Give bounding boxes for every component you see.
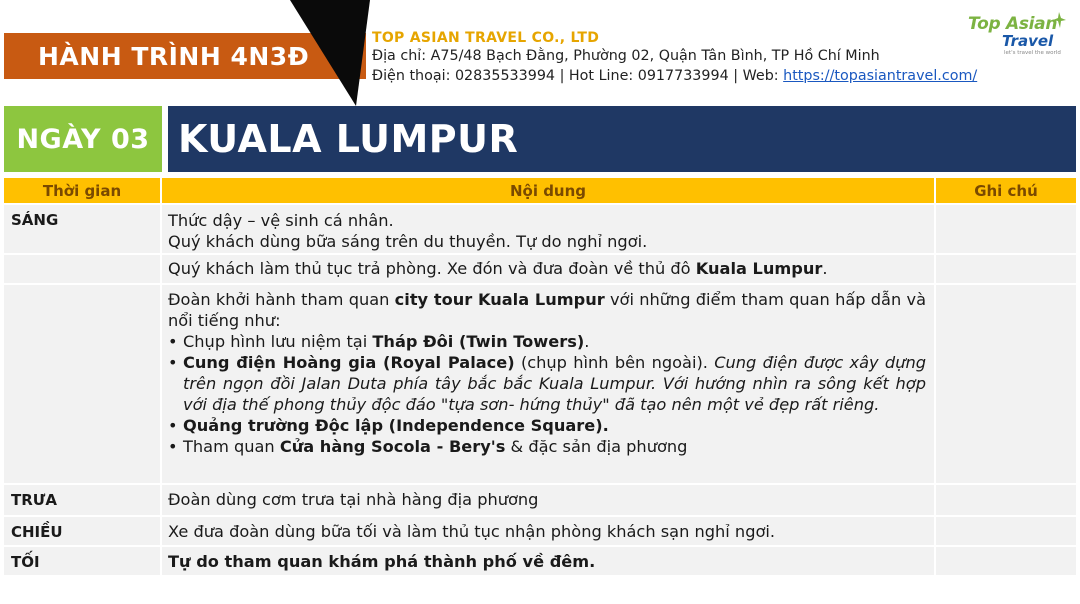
list-item xyxy=(168,352,926,415)
content-cell xyxy=(162,205,936,253)
content-cell: Đoàn dùng cơm trưa tại nhà hàng địa phương xyxy=(162,485,936,515)
list-item xyxy=(168,415,926,436)
contact-text: Điện thoại: 02835533994 | Hot Line: 0917733994 | Web: xyxy=(372,68,784,84)
content-bold-text: Quảng trường Độc lập (Independence Square). xyxy=(183,416,609,435)
table-row xyxy=(4,545,1076,575)
table-row xyxy=(4,203,1076,253)
content-text: Tham quan xyxy=(183,437,280,456)
note-cell xyxy=(936,285,1076,483)
content-line: Thức dậy – vệ sinh cá nhân. xyxy=(168,211,394,230)
header-wedge-decoration xyxy=(290,0,370,106)
content-text: . xyxy=(584,332,590,351)
content-bold-text: Kuala Lumpur xyxy=(695,259,823,278)
header-content: Nội dung xyxy=(162,178,936,203)
content-bold-text: Tháp Đôi (Twin Towers) xyxy=(372,332,585,351)
content-line: Quý khách dùng bữa sáng trên du thuyền. Tự do nghỉ ngơi. xyxy=(168,232,648,251)
time-cell: SÁNG xyxy=(4,205,162,253)
note-cell xyxy=(936,485,1076,515)
day-title: KUALA LUMPUR xyxy=(168,106,1076,172)
logo-text-top: Top Asian xyxy=(968,14,1058,34)
content-cell xyxy=(162,255,936,283)
note-cell xyxy=(936,255,1076,283)
content-cell xyxy=(162,285,936,483)
header xyxy=(0,0,1080,106)
day-badge: NGÀY 03 xyxy=(4,106,162,172)
content-text: . xyxy=(822,259,828,278)
content-cell: Xe đưa đoàn dùng bữa tối và làm thủ tục nhận phòng khách sạn nghỉ ngơi. xyxy=(162,517,936,545)
note-cell xyxy=(936,205,1076,253)
content-cell: Tự do tham quan khám phá thành phố về đêm. xyxy=(162,547,936,575)
attraction-list xyxy=(168,331,926,457)
logo-tagline: let's travel the world xyxy=(1004,50,1061,56)
time-cell: TỐI xyxy=(4,547,162,575)
note-cell xyxy=(936,517,1076,545)
content-italic-text: Cung điện được xây dựng trên ngọn đồi Jalan Duta phía tây bắc bắc Kuala Lumpur. Với hướng nhìn ra sông kết hợp với địa thế phong thủy độc đáo "tựa sơn- hứng thủy" đã tạo nên một vẻ đẹp rất riêng. xyxy=(183,353,926,414)
content-paragraph xyxy=(168,289,926,331)
header-note: Ghi chú xyxy=(974,181,1038,200)
content-text: Quý khách làm thủ tục trả phòng. Xe đón và đưa đoàn về thủ đô xyxy=(168,259,696,278)
content-text: Đoàn khởi hành tham quan xyxy=(168,290,395,309)
list-item xyxy=(168,331,926,352)
time-cell: TRƯA xyxy=(4,485,162,515)
logo-plane-icon xyxy=(1052,12,1066,28)
content-bold-text: Cung điện Hoàng gia (Royal Palace) xyxy=(183,353,515,372)
table-row xyxy=(4,483,1076,515)
content-text: Chụp hình lưu niệm tại xyxy=(183,332,373,351)
time-cell: CHIỀU xyxy=(4,517,162,545)
table-row xyxy=(4,283,1076,483)
table-row xyxy=(4,515,1076,545)
content-text: (chụp hình bên ngoài). xyxy=(514,353,715,372)
header-time: Thời gian xyxy=(4,178,162,203)
company-contact xyxy=(372,66,1052,86)
table-header xyxy=(4,178,1076,203)
company-logo xyxy=(968,14,1072,70)
content-text: & đặc sản địa phương xyxy=(505,437,688,456)
itinerary-table xyxy=(4,178,1076,575)
company-name: TOP ASIAN TRAVEL CO., LTD xyxy=(372,30,600,46)
note-cell xyxy=(936,547,1076,575)
list-item xyxy=(168,436,926,457)
company-address: Địa chỉ: A75/48 Bạch Đằng, Phường 02, Quận Tân Bình, TP Hồ Chí Minh xyxy=(372,48,880,64)
time-cell xyxy=(4,285,162,483)
time-cell xyxy=(4,255,162,283)
content-text: với những điểm tham quan hấp dẫn và nổi tiếng như: xyxy=(168,290,926,330)
company-info xyxy=(372,30,1052,86)
table-row xyxy=(4,253,1076,283)
itinerary-label: HÀNH TRÌNH 4N3Đ xyxy=(4,33,366,79)
website-link[interactable]: https://topasiantravel.com/ xyxy=(783,68,978,84)
content-bold-text: Cửa hàng Socola - Bery's xyxy=(279,437,506,456)
content-bold-text: city tour Kuala Lumpur xyxy=(394,290,605,309)
logo-text-bottom: Travel xyxy=(1002,32,1054,50)
